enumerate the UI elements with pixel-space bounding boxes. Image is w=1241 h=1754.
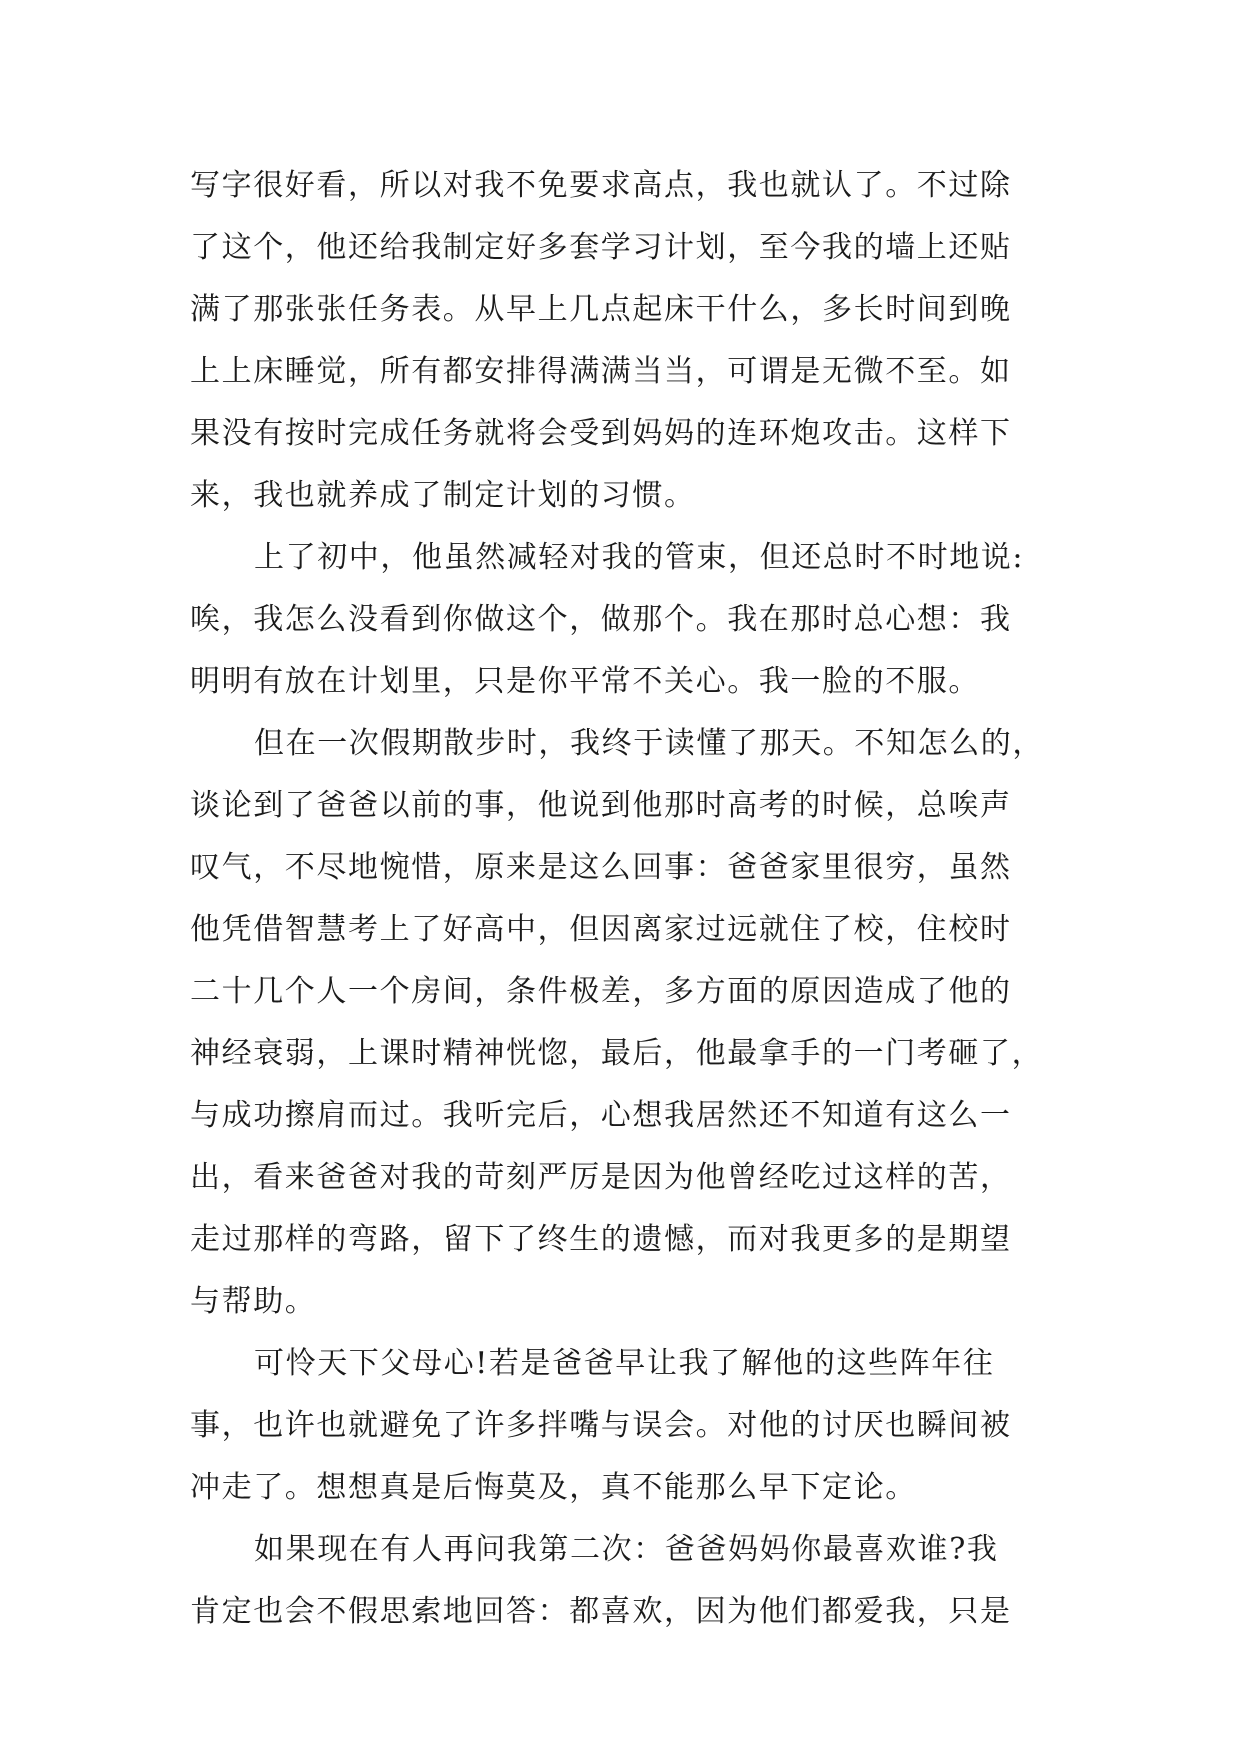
text-line: 果没有按时完成任务就将会受到妈妈的连环炮攻击。这样下: [190, 416, 1012, 451]
text-line: 明明有放在计划里，只是你平常不关心。我一脸的不服。: [190, 664, 980, 699]
text-line: 事，也许也就避免了许多拌嘴与误会。对他的讨厌也瞬间被: [190, 1408, 1012, 1443]
paragraph-start-line: 上了初中，他虽然减轻对我的管束，但还总时不时地说:: [254, 540, 1025, 575]
paragraph-start-line: 可怜天下父母心!若是爸爸早让我了解他的这些阵年往: [254, 1346, 995, 1381]
text-line: 冲走了。想想真是后悔莫及，真不能那么早下定论。: [190, 1470, 917, 1505]
text-line: 叹气，不尽地惋惜，原来是这么回事：爸爸家里很穷，虽然: [190, 850, 1012, 885]
text-line: 写字很好看，所以对我不免要求高点，我也就认了。不过除: [190, 168, 1012, 203]
text-line: 满了那张张任务表。从早上几点起床干什么，多长时间到晚: [190, 292, 1012, 327]
text-line: 出，看来爸爸对我的苛刻严厉是因为他曾经吃过这样的苦，: [190, 1160, 1012, 1195]
text-line: 来，我也就养成了制定计划的习惯。: [190, 478, 696, 513]
text-line: 了这个，他还给我制定好多套学习计划，至今我的墙上还贴: [190, 230, 1012, 265]
text-line: 肯定也会不假思索地回答：都喜欢，因为他们都爱我，只是: [190, 1594, 1012, 1629]
text-line: 他凭借智慧考上了好高中，但因离家过远就住了校，住校时: [190, 912, 1012, 947]
text-line: 上上床睡觉，所有都安排得满满当当，可谓是无微不至。如: [190, 354, 1012, 389]
paragraph-start-line: 如果现在有人再问我第二次：爸爸妈妈你最喜欢谁?我: [254, 1532, 999, 1567]
text-line: 唉，我怎么没看到你做这个，做那个。我在那时总心想：我: [190, 602, 1012, 637]
text-line: 与成功擦肩而过。我听完后，心想我居然还不知道有这么一: [190, 1098, 1012, 1133]
document-body: [190, 155, 1050, 1643]
text-line: 神经衰弱，上课时精神恍惚，最后，他最拿手的一门考砸了，: [190, 1036, 1044, 1071]
text-line: 与帮助。: [190, 1284, 317, 1319]
text-line: 走过那样的弯路，留下了终生的遗憾，而对我更多的是期望: [190, 1222, 1012, 1257]
text-line: 二十几个人一个房间，条件极差，多方面的原因造成了他的: [190, 974, 1012, 1009]
text-line: 谈论到了爸爸以前的事，他说到他那时高考的时候，总唉声: [190, 788, 1012, 823]
paragraph-start-line: 但在一次假期散步时，我终于读懂了那天。不知怎么的，: [254, 726, 1044, 761]
